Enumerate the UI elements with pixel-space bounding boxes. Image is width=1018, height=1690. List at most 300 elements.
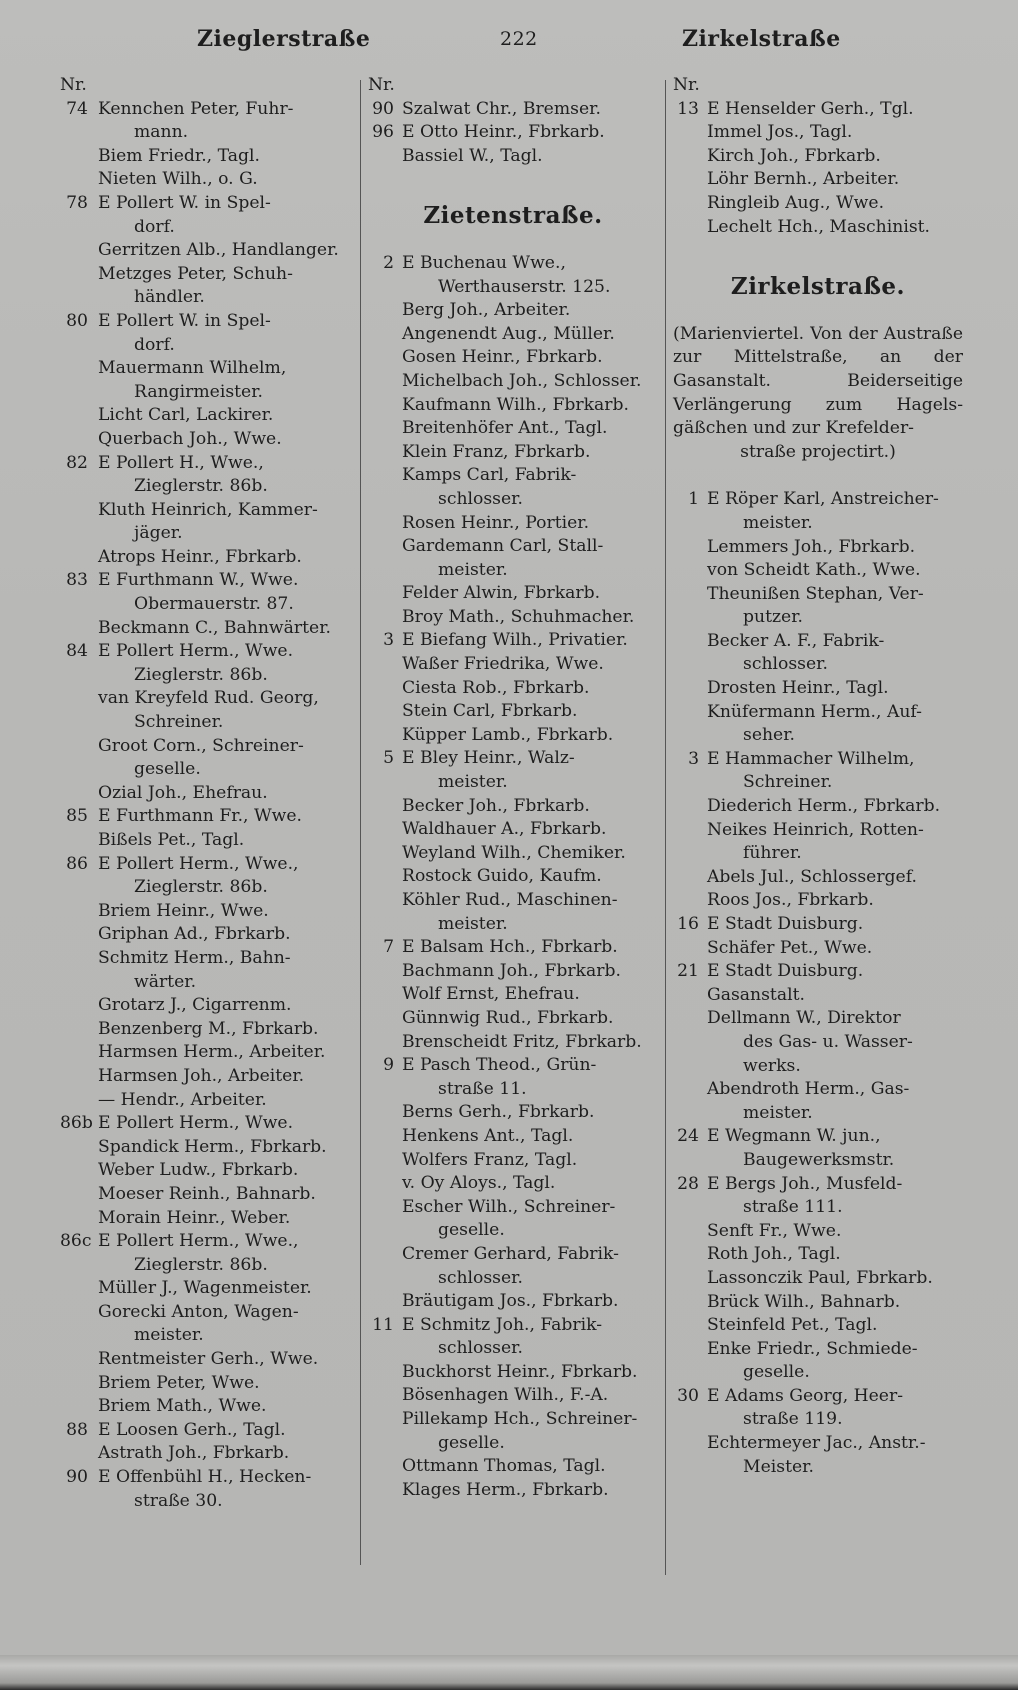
directory-entry [60, 239, 352, 263]
resident-entry-text: Günnwig Rud., Fbrkarb. [402, 1007, 614, 1028]
resident-entry-text: Moeser Reinh., Bahnarb. [98, 1183, 316, 1204]
directory-entry [60, 735, 352, 782]
resident-entry-continuation: schlosser. [438, 1338, 523, 1359]
entry-list [673, 488, 963, 1479]
resident-entry-text: Ciesta Rob., Fbrkarb. [402, 677, 590, 698]
directory-entry [368, 1455, 658, 1479]
directory-entry [60, 1395, 352, 1419]
resident-entry-text: Bräutigam Jos., Fbrkarb. [402, 1291, 619, 1312]
resident-entry-continuation: geselle. [438, 1432, 505, 1453]
entry-list [60, 98, 352, 1514]
resident-entry-text: Atrops Heinr., Fbrkarb. [98, 546, 302, 567]
directory-entry [60, 1136, 352, 1160]
resident-entry-continuation: Schreiner. [134, 712, 224, 733]
directory-entry [673, 488, 963, 535]
house-number: 30 [677, 1385, 699, 1406]
directory-entry [673, 748, 963, 795]
house-number: 16 [677, 914, 699, 934]
resident-entry-continuation: straße 111. [743, 1197, 843, 1218]
resident-entry-text: Drosten Heinr., Tagl. [707, 678, 889, 699]
directory-entry [673, 1314, 963, 1338]
directory-entry [368, 1243, 658, 1290]
directory-entry [368, 98, 658, 122]
directory-entry [368, 299, 658, 323]
house-number: 86b [60, 1113, 93, 1134]
resident-entry-text: E Bergs Joh., Musfeld- [707, 1173, 903, 1194]
resident-entry-text: E Biefang Wilh., Privatier. [402, 630, 628, 651]
section-description-last-line: straße projectirt.) [740, 441, 896, 462]
house-number: 83 [66, 570, 88, 591]
resident-entry-text: Griphan Ad., Fbrkarb. [98, 924, 291, 945]
resident-entry-text: Kennchen Peter, Fuhr- [98, 98, 294, 119]
directory-entry [673, 630, 963, 677]
resident-entry-text: Gorecki Anton, Wagen- [98, 1301, 299, 1322]
directory-entry [673, 1432, 963, 1479]
resident-entry-text: Szalwat Chr., Bremser. [402, 98, 601, 119]
directory-entry [673, 889, 963, 913]
directory-entry [673, 677, 963, 701]
resident-entry-text: Ozial Joh., Ehefrau. [98, 782, 268, 803]
resident-entry-text: E Loosen Gerh., Tagl. [98, 1419, 286, 1440]
column-zieglerstrasse-continued [60, 74, 352, 1513]
resident-entry-continuation: seher. [743, 725, 796, 746]
house-number: 3 [688, 748, 699, 769]
section-description-text: (Marienviertel. Von der Austraße zur Mittelstraße, an der Gasanstalt. Beiderseitige Verlängerung zum Hagels-gäßchen und zur Krefelder- [673, 323, 963, 439]
directory-entry [673, 795, 963, 819]
house-number: 28 [677, 1173, 699, 1194]
resident-entry-text: Brenscheidt Fritz, Fbrkarb. [402, 1031, 642, 1052]
resident-entry-text: Briem Heinr., Wwe. [98, 900, 269, 921]
resident-entry-text: Spandick Herm., Fbrkarb. [98, 1136, 327, 1157]
directory-entry [673, 121, 963, 145]
house-number: 7 [383, 937, 394, 958]
directory-entry [60, 1277, 352, 1301]
resident-entry-text: Löhr Bernh., Arbeiter. [707, 169, 900, 190]
directory-entry [368, 983, 658, 1007]
entry-list [673, 98, 963, 240]
resident-entry-continuation: werks. [743, 1055, 801, 1076]
resident-entry-continuation: dorf. [134, 334, 175, 355]
resident-entry-text: Brück Wilh., Bahnarb. [707, 1291, 901, 1312]
number-column-header: Nr. [368, 75, 395, 95]
directory-entry [368, 1408, 658, 1455]
directory-entry [368, 677, 658, 701]
resident-entry-text: Stein Carl, Fbrkarb. [402, 701, 578, 722]
resident-entry-text: von Scheidt Kath., Wwe. [707, 560, 921, 581]
directory-entry [60, 829, 352, 853]
directory-entry [673, 937, 963, 961]
directory-entry [368, 121, 658, 145]
resident-entry-text: E Pasch Theod., Grün- [402, 1055, 597, 1076]
section-description [673, 323, 963, 465]
house-number: 74 [66, 98, 88, 119]
directory-entry [368, 1054, 658, 1101]
resident-entry-text: E Pollert W. in Spel- [98, 192, 271, 213]
resident-entry-continuation: meister. [438, 772, 508, 793]
directory-entry [673, 913, 963, 937]
house-number: 11 [372, 1314, 394, 1335]
resident-entry-continuation: meister. [743, 512, 813, 533]
resident-entry-text: E Röper Karl, Anstreicher- [707, 489, 939, 510]
directory-entry [60, 1230, 352, 1277]
directory-entry [368, 889, 658, 936]
resident-entry-text: E Offenbühl H., Hecken- [98, 1467, 312, 1488]
section-title-zirkelstrasse: Zirkelstraße. [730, 273, 906, 301]
resident-entry-text: E Hammacher Wilhelm, [707, 748, 915, 769]
resident-entry-text: E Pollert Herm., Wwe., [98, 853, 299, 874]
resident-entry-text: Dellmann W., Direktor [707, 1008, 901, 1029]
resident-entry-text: E Wegmann W. jun., [707, 1126, 881, 1147]
directory-entry [368, 1314, 658, 1361]
directory-entry [673, 1055, 963, 1079]
house-number: 5 [383, 748, 394, 769]
resident-entry-text: Steinfeld Pet., Tagl. [707, 1315, 878, 1336]
house-number: 13 [677, 98, 699, 119]
directory-entry [368, 653, 658, 677]
directory-entry [368, 582, 658, 606]
directory-entry [60, 1348, 352, 1372]
directory-entry [60, 994, 352, 1018]
column-divider [665, 80, 666, 1575]
resident-entry-continuation: straße 30. [134, 1490, 223, 1511]
resident-entry-text: Ottmann Thomas, Tagl. [402, 1456, 606, 1477]
resident-entry-text: Lechelt Hch., Maschinist. [707, 216, 931, 237]
resident-entry-text: Abendroth Herm., Gas- [707, 1079, 910, 1100]
directory-entry [60, 782, 352, 806]
resident-entry-text: Wolf Ernst, Ehefrau. [402, 984, 580, 1005]
resident-entry-continuation: geselle. [134, 759, 201, 780]
resident-entry-text: E Pollert Herm., Wwe. [98, 641, 294, 662]
directory-entry [673, 701, 963, 748]
house-number: 84 [66, 641, 88, 662]
resident-entry-text: Schäfer Pet., Wwe. [707, 937, 873, 958]
resident-entry-text: Waßer Friedrika, Wwe. [402, 654, 604, 675]
directory-entry [673, 1385, 963, 1432]
column-middle [368, 74, 658, 1502]
resident-entry-text: E Furthmann W., Wwe. [98, 570, 299, 591]
resident-entry-continuation: putzer. [743, 607, 803, 628]
resident-entry-text: Nieten Wilh., o. G. [98, 169, 258, 190]
running-head [0, 26, 1018, 60]
house-number: 3 [383, 630, 394, 651]
directory-entry [60, 1018, 352, 1042]
directory-entry [60, 923, 352, 947]
resident-entry-text: Senft Fr., Wwe. [707, 1220, 842, 1241]
resident-entry-text: Wolfers Franz, Tagl. [402, 1149, 578, 1170]
directory-entry [368, 960, 658, 984]
resident-entry-text: Harmsen Herm., Arbeiter. [98, 1042, 326, 1063]
resident-entry-text: Rentmeister Gerh., Wwe. [98, 1349, 319, 1370]
resident-entry-continuation: Rangirmeister. [134, 381, 264, 402]
resident-entry-text: E Balsam Hch., Fbrkarb. [402, 937, 618, 958]
resident-entry-text: Echtermeyer Jac., Anstr.- [707, 1433, 926, 1454]
resident-entry-text: Cremer Gerhard, Fabrik- [402, 1243, 619, 1264]
directory-entry [368, 252, 658, 299]
resident-entry-text: Briem Math., Wwe. [98, 1396, 267, 1417]
page-number: 222 [500, 28, 538, 50]
directory-entry [673, 192, 963, 216]
resident-entry-text: Broy Math., Schuhmacher. [402, 606, 635, 627]
resident-entry-text: E Pollert H., Wwe., [98, 452, 264, 473]
resident-entry-text: Henkens Ant., Tagl. [402, 1125, 574, 1146]
resident-entry-text: Groot Corn., Schreiner- [98, 735, 304, 756]
resident-entry-continuation: händler. [134, 287, 205, 308]
resident-entry-text: Morain Heinr., Weber. [98, 1207, 291, 1228]
resident-entry-text: Escher Wilh., Schreiner- [402, 1196, 616, 1217]
resident-entry-text: Harmsen Joh., Arbeiter. [98, 1065, 305, 1086]
resident-entry-text: E Furthmann Fr., Wwe. [98, 806, 302, 827]
running-head-right-street: Zirkelstraße [682, 26, 841, 52]
directory-entry [673, 559, 963, 583]
resident-entry-text: E Bley Heinr., Walz- [402, 748, 575, 769]
directory-entry [368, 724, 658, 748]
directory-entry [673, 168, 963, 192]
section-title-zietenstrasse: Zietenstraße. [423, 202, 603, 230]
resident-entry-text: E Schmitz Joh., Fabrik- [402, 1314, 603, 1335]
house-number: 90 [66, 1467, 88, 1488]
column-divider [360, 80, 361, 1565]
resident-entry-continuation: schlosser. [438, 488, 523, 509]
house-number: 24 [677, 1126, 699, 1147]
house-number: 78 [66, 192, 88, 213]
resident-entry-text: Müller J., Wagenmeister. [98, 1278, 312, 1299]
house-number: 90 [372, 98, 394, 119]
resident-entry-text: Immel Jos., Tagl. [707, 122, 853, 143]
resident-entry-continuation: meister. [438, 913, 508, 934]
resident-entry-text: Gosen Heinr., Fbrkarb. [402, 347, 603, 368]
resident-entry-continuation: Obermauerstr. 87. [134, 594, 294, 615]
directory-entry [673, 536, 963, 560]
resident-entry-text: Metzges Peter, Schuh- [98, 263, 293, 284]
resident-entry-text: Kluth Heinrich, Kammer- [98, 499, 318, 520]
resident-entry-text: — Hendr., Arbeiter. [98, 1089, 267, 1110]
directory-entry [673, 1173, 963, 1220]
resident-entry-text: Roos Jos., Fbrkarb. [707, 890, 874, 911]
directory-entry [368, 323, 658, 347]
directory-entry [60, 1466, 352, 1513]
resident-entry-continuation: Schreiner. [743, 772, 833, 793]
resident-entry-text: E Pollert W. in Spel- [98, 310, 271, 331]
resident-entry-text: Diederich Herm., Fbrkarb. [707, 796, 941, 817]
resident-entry-text: E Pollert Herm., Wwe. [98, 1113, 294, 1134]
directory-entry [60, 947, 352, 994]
directory-entry [368, 512, 658, 536]
resident-entry-text: Kamps Carl, Fabrik- [402, 465, 577, 486]
directory-entry [60, 900, 352, 924]
directory-entry [60, 168, 352, 192]
directory-entry [368, 1290, 658, 1314]
resident-entry-continuation: schlosser. [743, 654, 828, 675]
resident-entry-continuation: Zieglerstr. 86b. [134, 664, 268, 685]
directory-entry [60, 1112, 352, 1136]
directory-entry [60, 404, 352, 428]
directory-entry [60, 1372, 352, 1396]
resident-entry-text: Grotarz J., Cigarrenm. [98, 995, 292, 1016]
directory-entry [368, 1125, 658, 1149]
resident-entry-continuation: meister. [438, 559, 508, 580]
resident-entry-continuation: Zieglerstr. 86b. [134, 1254, 268, 1275]
directory-entry [60, 1065, 352, 1089]
resident-entry-continuation: Baugewerksmstr. [743, 1149, 895, 1170]
entry-list [368, 98, 658, 169]
resident-entry-continuation: meister. [743, 1102, 813, 1123]
directory-entry [60, 1207, 352, 1231]
directory-entry [368, 629, 658, 653]
resident-entry-continuation: wärter. [134, 971, 197, 992]
resident-entry-text: Biem Friedr., Tagl. [98, 145, 260, 166]
directory-entry [368, 1361, 658, 1385]
directory-entry [60, 452, 352, 499]
resident-entry-continuation: Werthauserstr. 125. [438, 276, 611, 297]
directory-entry [368, 1007, 658, 1031]
house-number: 21 [677, 961, 699, 982]
directory-entry [60, 145, 352, 169]
directory-entry [673, 1291, 963, 1315]
resident-entry-text: Licht Carl, Lackirer. [98, 405, 274, 426]
directory-entry [60, 1041, 352, 1065]
resident-entry-text: Klages Herm., Fbrkarb. [402, 1479, 609, 1500]
resident-entry-text: Michelbach Joh., Schlosser. [402, 370, 642, 391]
directory-entry [368, 370, 658, 394]
resident-entry-text: Neikes Heinrich, Rotten- [707, 819, 924, 840]
resident-entry-text: Rosen Heinr., Portier. [402, 512, 590, 533]
resident-entry-text: Bösenhagen Wilh., F.-A. [402, 1385, 609, 1406]
entry-list [368, 252, 658, 1502]
directory-entry [368, 1031, 658, 1055]
directory-entry [60, 499, 352, 546]
directory-entry [368, 842, 658, 866]
directory-entry [368, 818, 658, 842]
directory-entry [60, 569, 352, 616]
directory-entry [673, 216, 963, 240]
resident-entry-text: Bißels Pet., Tagl. [98, 830, 245, 850]
house-number: 86 [66, 853, 88, 874]
resident-entry-text: Ringleib Aug., Wwe. [707, 192, 885, 213]
directory-entry [60, 263, 352, 310]
running-head-left-street: Zieglerstraße [197, 26, 371, 52]
resident-entry-continuation: Meister. [743, 1456, 814, 1477]
directory-entry [673, 1125, 963, 1172]
directory-entry [673, 1220, 963, 1244]
directory-entry [60, 617, 352, 641]
resident-entry-text: Kaufmann Wilh., Fbrkarb. [402, 394, 629, 415]
resident-entry-continuation: mann. [134, 122, 189, 143]
directory-entry [673, 960, 963, 984]
directory-entry [60, 1442, 352, 1466]
directory-entry [368, 1384, 658, 1408]
directory-entry [673, 1243, 963, 1267]
directory-entry [368, 1196, 658, 1243]
directory-entry [368, 1101, 658, 1125]
directory-entry [60, 192, 352, 239]
resident-entry-text: Köhler Rud., Maschinen- [402, 890, 618, 910]
resident-entry-text: E Henselder Gerh., Tgl. [707, 98, 914, 119]
resident-entry-text: Breitenhöfer Ant., Tagl. [402, 418, 608, 439]
resident-entry-text: Abels Jul., Schlossergef. [707, 866, 917, 887]
page-edge [0, 1655, 1018, 1690]
house-number: 96 [372, 122, 394, 143]
directory-entry [368, 464, 658, 511]
resident-entry-text: E Adams Georg, Heer- [707, 1385, 904, 1406]
directory-entry [368, 394, 658, 418]
resident-entry-continuation: dorf. [134, 216, 175, 237]
directory-entry [60, 687, 352, 734]
resident-entry-text: Briem Peter, Wwe. [98, 1372, 260, 1393]
number-column-header: Nr. [673, 75, 700, 95]
resident-entry-continuation: schlosser. [438, 1267, 523, 1288]
resident-entry-text: Astrath Joh., Fbrkarb. [98, 1443, 290, 1464]
resident-entry-continuation: geselle. [743, 1362, 810, 1383]
house-number: 80 [66, 310, 88, 331]
directory-entry [673, 98, 963, 122]
resident-entry-text: E Stadt Duisburg. [707, 961, 864, 982]
directory-entry [368, 346, 658, 370]
resident-entry-text: Bassiel W., Tagl. [402, 145, 543, 166]
house-number: 2 [383, 252, 394, 273]
directory-entry [673, 866, 963, 890]
resident-entry-text: Gasanstalt. [707, 984, 805, 1005]
directory-entry [60, 853, 352, 900]
resident-entry-continuation: Zieglerstr. 86b. [134, 476, 268, 497]
resident-entry-text: Knüfermann Herm., Auf- [707, 701, 922, 722]
resident-entry-text: E Pollert Herm., Wwe., [98, 1231, 299, 1252]
directory-entry [60, 640, 352, 687]
resident-entry-text: E Buchenau Wwe., [402, 252, 566, 273]
directory-entry [673, 1007, 963, 1054]
directory-entry [368, 145, 658, 169]
directory-entry [673, 583, 963, 630]
directory-entry [673, 1338, 963, 1385]
directory-entry [60, 310, 352, 357]
directory-entry [673, 819, 963, 866]
resident-entry-text: Küpper Lamb., Fbrkarb. [402, 724, 614, 745]
house-number: 82 [66, 452, 88, 473]
resident-entry-text: Berns Gerh., Fbrkarb. [402, 1102, 595, 1123]
resident-entry-continuation: Zieglerstr. 86b. [134, 877, 268, 898]
directory-entry [673, 145, 963, 169]
directory-entry [60, 805, 352, 829]
resident-entry-text: Angenendt Aug., Müller. [402, 323, 615, 344]
resident-entry-continuation: straße 119. [743, 1409, 843, 1430]
resident-entry-continuation: des Gas- u. Wasser- [743, 1031, 913, 1052]
directory-entry [368, 417, 658, 441]
directory-entry [368, 1149, 658, 1173]
resident-entry-text: Felder Alwin, Fbrkarb. [402, 583, 601, 604]
resident-entry-text: Weyland Wilh., Chemiker. [402, 842, 626, 863]
resident-entry-text: van Kreyfeld Rud. Georg, [98, 688, 319, 709]
directory-entry [673, 1078, 963, 1125]
resident-entry-text: Theunißen Stephan, Ver- [707, 583, 924, 604]
resident-entry-text: Lassonczik Paul, Fbrkarb. [707, 1267, 933, 1288]
directory-entry [673, 984, 963, 1008]
directory-entry [368, 1479, 658, 1503]
directory-entry [60, 428, 352, 452]
directory-entry [368, 535, 658, 582]
resident-entry-continuation: straße 11. [438, 1078, 527, 1099]
resident-entry-text: Pillekamp Hch., Schreiner- [402, 1409, 638, 1430]
resident-entry-text: Bachmann Joh., Fbrkarb. [402, 960, 621, 981]
directory-entry [368, 795, 658, 819]
directory-entry [60, 1419, 352, 1443]
resident-entry-continuation: führer. [743, 843, 802, 864]
resident-entry-text: Becker A. F., Fabrik- [707, 630, 885, 651]
resident-entry-text: E Otto Heinr., Fbrkarb. [402, 122, 605, 143]
house-number: 86c [60, 1231, 92, 1252]
resident-entry-text: Kirch Joh., Fbrkarb. [707, 145, 881, 166]
resident-entry-text: Gardemann Carl, Stall- [402, 536, 604, 557]
house-number: 1 [688, 489, 699, 510]
directory-entry [60, 1159, 352, 1183]
